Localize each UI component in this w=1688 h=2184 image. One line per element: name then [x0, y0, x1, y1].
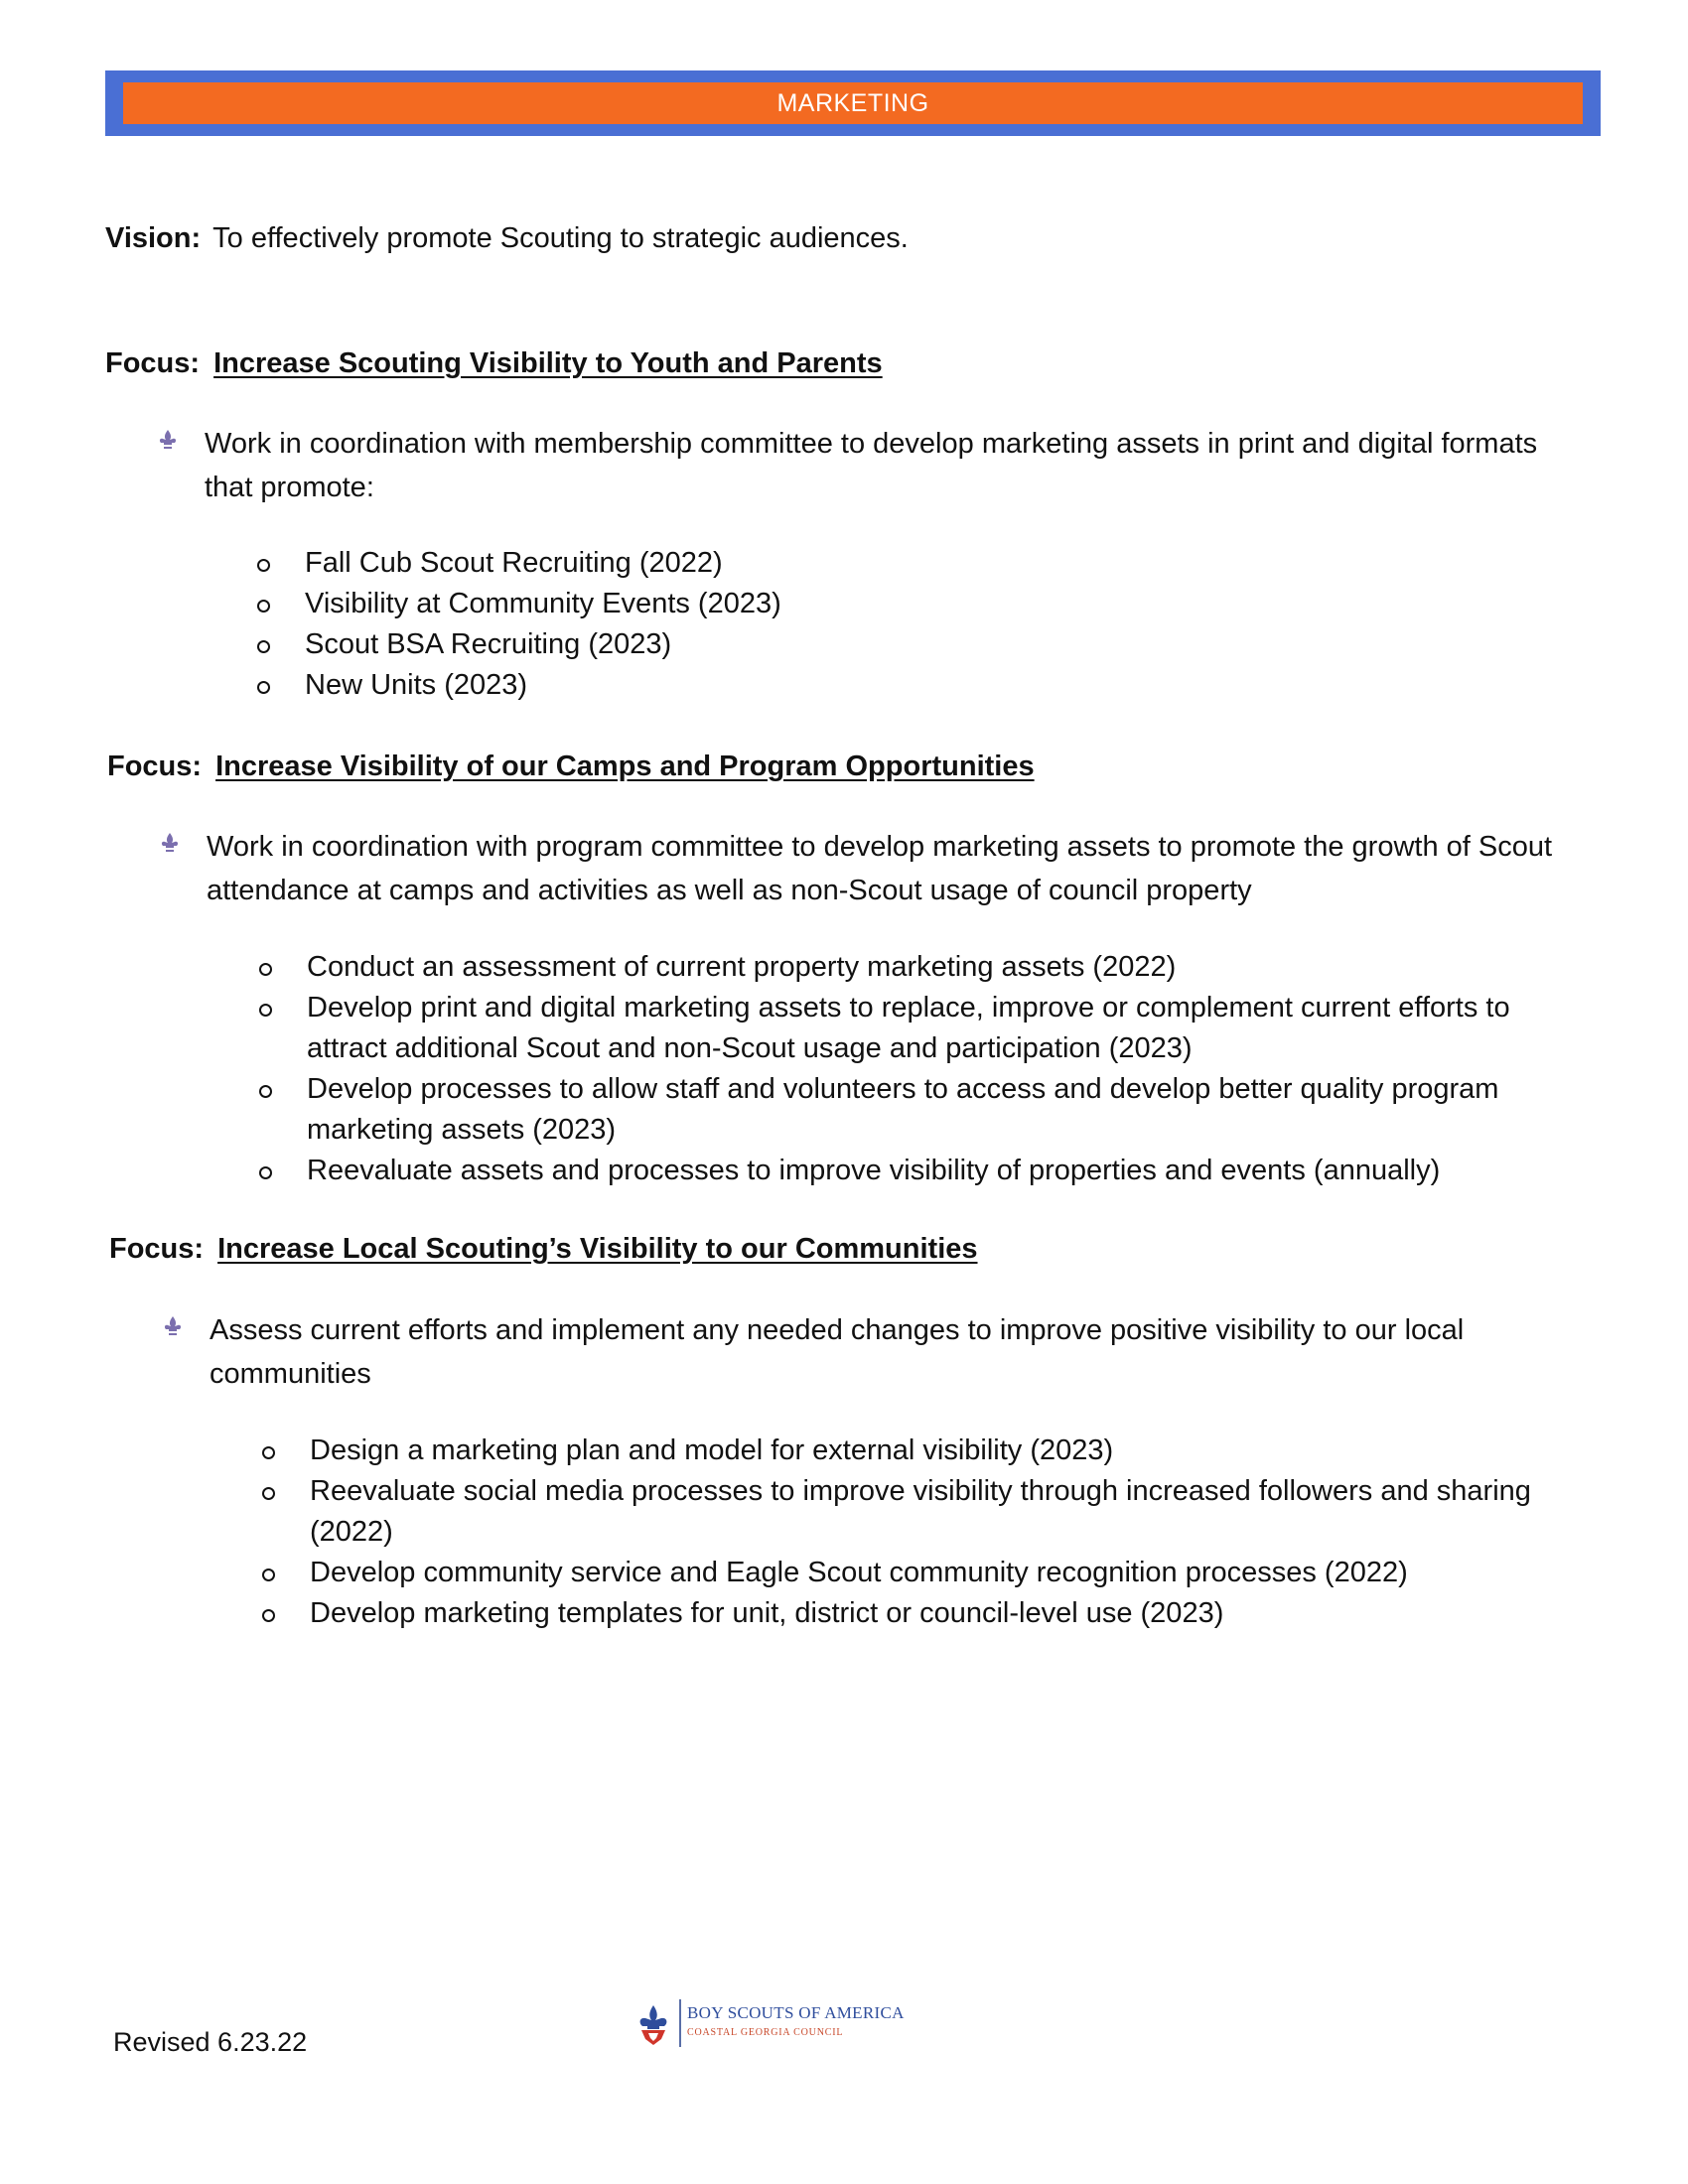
council-name: COASTAL GEORGIA COUNCIL: [687, 2027, 844, 2038]
focus-label: Focus:: [107, 751, 203, 782]
fleur-de-lis-icon: [160, 1314, 186, 1340]
vision-label: Vision:: [105, 222, 202, 254]
list-item: Scout BSA Recruiting (2023): [305, 624, 1596, 665]
org-name: BOY SCOUTS OF AMERICA: [687, 2003, 905, 2022]
hollow-circle-icon: [257, 559, 270, 572]
vision-text: To effectively promote Scouting to strategic audiences.: [212, 222, 909, 254]
focus-sublist-3: [310, 1431, 1601, 1634]
list-item: Fall Cub Scout Recruiting (2022): [305, 543, 1596, 584]
focus-heading-2: [107, 751, 1035, 783]
section-header-title: MARKETING: [123, 82, 1583, 124]
focus-label: Focus:: [109, 1233, 205, 1265]
hollow-circle-icon: [259, 1085, 272, 1098]
list-item: Develop print and digital marketing assets to replace, improve or complement current efforts to attract additional Scout and non-Scout usage and participation (2023): [307, 988, 1598, 1069]
list-item: Design a marketing plan and model for external visibility (2023): [310, 1431, 1601, 1471]
focus-bullet-text: Assess current efforts and implement any needed changes to improve positive visibility to our local communities: [210, 1314, 1465, 1390]
revision-date: Revised 6.23.22: [113, 2027, 308, 2057]
focus-sublist-2: [307, 947, 1598, 1191]
focus-bullet-text: Work in coordination with membership committee to develop marketing assets in print and digital formats that promote:: [205, 428, 1538, 503]
focus-heading-1: [105, 347, 883, 380]
focus-sublist-1: [305, 543, 1596, 706]
hollow-circle-icon: [257, 681, 270, 694]
focus-title: Increase Visibility of our Camps and Program Opportunities: [215, 751, 1035, 782]
focus-bullet-2: [207, 825, 1597, 912]
hollow-circle-icon: [257, 600, 270, 613]
list-item: Reevaluate assets and processes to improve visibility of properties and events (annually): [307, 1151, 1598, 1191]
bsa-logo: [632, 1995, 905, 2055]
list-item: Develop processes to allow staff and volunteers to access and develop better quality program marketing assets (2023): [307, 1069, 1598, 1151]
focus-bullet-1: [205, 422, 1585, 509]
list-item: Conduct an assessment of current property marketing assets (2022): [307, 947, 1598, 988]
hollow-circle-icon: [259, 1004, 272, 1017]
list-item: New Units (2023): [305, 665, 1596, 706]
hollow-circle-icon: [262, 1446, 275, 1459]
focus-title: Increase Scouting Visibility to Youth and Parents: [213, 347, 883, 379]
vision-statement: [105, 222, 909, 255]
fleur-de-lis-icon: [157, 831, 183, 857]
hollow-circle-icon: [262, 1569, 275, 1581]
section-header-banner: [105, 70, 1601, 136]
hollow-circle-icon: [262, 1487, 275, 1500]
hollow-circle-icon: [259, 963, 272, 976]
focus-title: Increase Local Scouting’s Visibility to our Communities: [217, 1233, 978, 1265]
fleur-de-lis-icon: [155, 428, 181, 454]
list-item: Develop community service and Eagle Scout community recognition processes (2022): [310, 1553, 1601, 1593]
bsa-emblem-icon: [632, 2003, 675, 2049]
focus-bullet-3: [210, 1308, 1590, 1396]
list-item: Develop marketing templates for unit, district or council-level use (2023): [310, 1593, 1601, 1634]
hollow-circle-icon: [259, 1166, 272, 1179]
focus-heading-3: [109, 1233, 978, 1266]
focus-label: Focus:: [105, 347, 201, 379]
list-item: Reevaluate social media processes to improve visibility through increased followers and sharing (2022): [310, 1471, 1601, 1553]
hollow-circle-icon: [257, 640, 270, 653]
focus-bullet-text: Work in coordination with program committee to develop marketing assets to promote the growth of Scout attendance at camps and activities as well as non-Scout usage of council property: [207, 831, 1553, 906]
hollow-circle-icon: [262, 1609, 275, 1622]
list-item: Visibility at Community Events (2023): [305, 584, 1596, 624]
logo-divider: [679, 1999, 681, 2047]
